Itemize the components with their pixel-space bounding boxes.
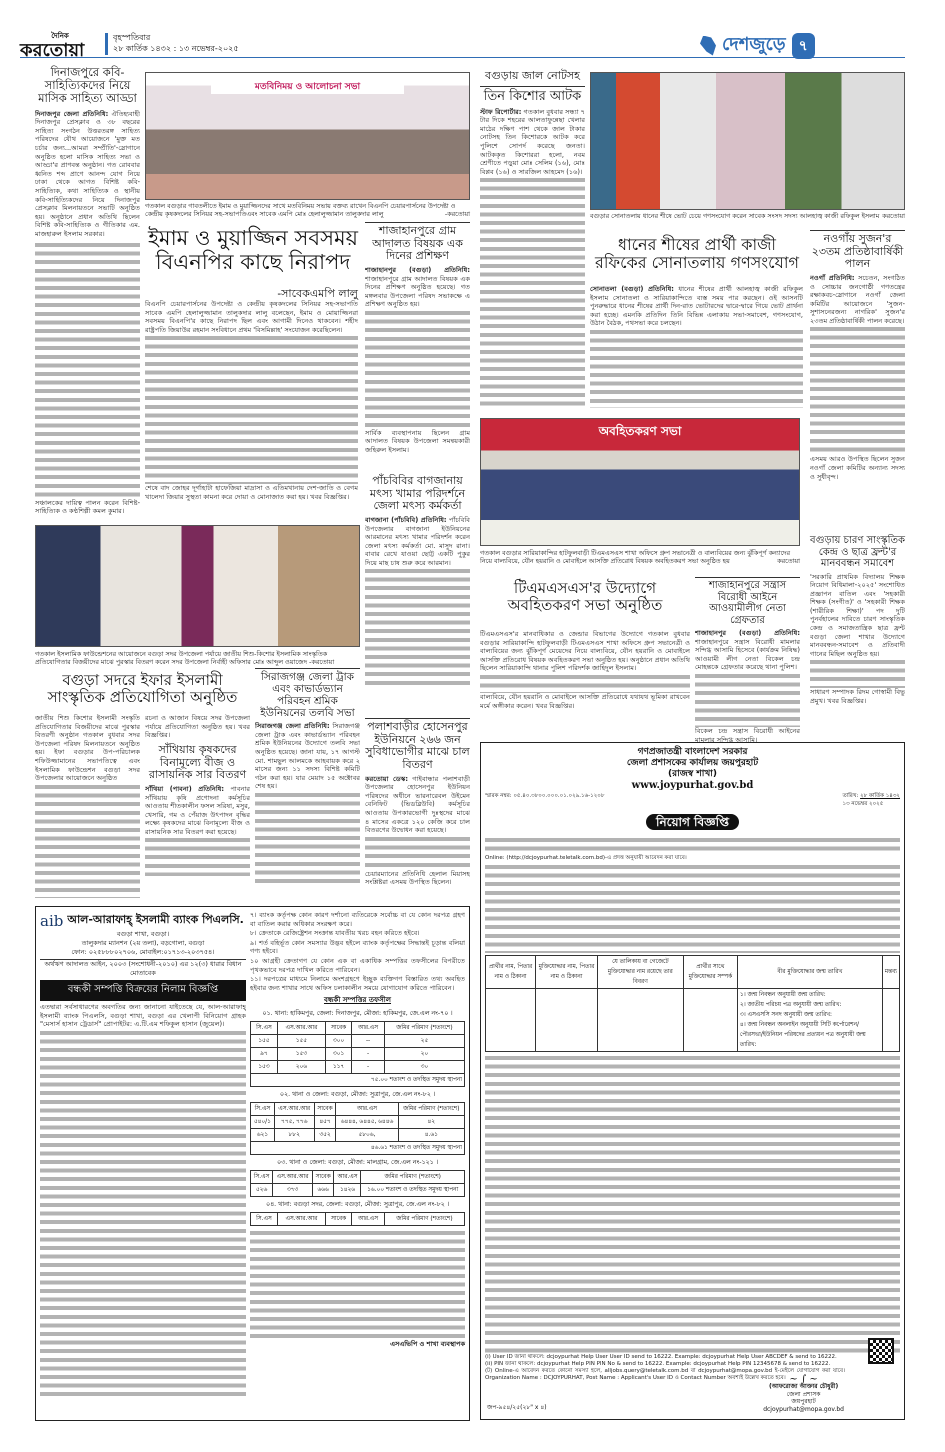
caption-text: গতকাল ইসলামিক ফাউন্ডেশনের আয়োজনে বগুড়া সদর উপজেলা পর্যায়ে জাতীয় শিশু-কিশোর ইসলামিক সাংস্কৃতিক প্রতিযোগিতার বিজয়ীদের মাঝে পুরস্কার বিতরণ করেন সদর উপজেলা নির্বাহী অফিসার মোঃ আব্দুল ওয়াজেদ — [35, 650, 328, 666]
table-cell: ৫৪০/১ — [251, 1116, 275, 1129]
photo-caption — [35, 650, 360, 666]
schedule-table — [250, 1021, 465, 1087]
table-row — [251, 1116, 465, 1129]
table-row — [251, 1061, 465, 1074]
govt-job-ad — [480, 742, 905, 1420]
memo-number: স্মারক নম্বর: ০৫.৪০.৩৮০০.০০০.০১.০২৯.১৬-১২০৮ — [485, 793, 605, 799]
govt-line1: গণপ্রজাতন্ত্রী বাংলাদেশ সরকার — [637, 747, 748, 757]
credit: -করতোয়া — [309, 658, 335, 666]
table-cell: - — [352, 1061, 385, 1074]
sms-line: (i) User ID জানা থাকলে: dcjoypurhat Help User User ID send to 16222. Example: dcjoypurhat Help User ABCDEF & send to 16222. — [485, 1353, 837, 1360]
dateline: সাঁথিয়া (পাবনা) প্রতিনিধি: — [145, 784, 225, 793]
table-row — [251, 1035, 465, 1048]
story-end: সাধারণ সম্পাদক রিদম গোস্বামী বিভু প্রমুখ। খবর বিজ্ঞপ্তির। — [810, 688, 905, 706]
signer-email: dcjoypurhat@mopa.gov.bd — [763, 1405, 844, 1413]
caption-text: গতকাল বগুড়ার গাবতলীতে ইমাম ও মুয়াজ্জিনদের সাথে মতবিনিময় সভায় বক্তব্য রাখেন বিএনপি চেয়ারপার্সনের উপদেষ্টা ও কেন্দ্রীয় কৃষকদলের সিনিয়র সহ-সভাপতিএবং সাবেক এমপি মোঃ হেলালুজ্জামান তালুকদার লালু — [145, 202, 456, 218]
bank-ad-left — [40, 911, 246, 1399]
photo-caption — [480, 549, 800, 565]
story-gram-adalat — [365, 222, 470, 472]
table-row — [251, 1129, 465, 1142]
text-lines — [250, 1229, 465, 1339]
column-header: এস.আর.আর — [277, 1022, 325, 1035]
bank-auction-ad — [35, 906, 470, 1421]
lead: 'সরকারি প্রাথমিক বিদ্যালয় শিক্ষক নিয়োগ বিধিমালা-২০২৫' সংশোধিত প্রজ্ঞাপন বাতিল এবং 'সহকারী শিক্ষক (সংগীত)' ও 'সহকারী শিক্ষক (শারীরিক শিক্ষা)' পদ দুটি পুনর্বহালের দাবিতে চারণ সাংস্কৃতিক কেন্দ্র ও সমাজতান্ত্রিক ছাত্র ফ্রন্ট বগুড়া জেলা শাখার উদ্যোগে মানববন্ধন-সমাবেশ ও প্রতিবাদী গানের মিছিল অনুষ্ঠিত হয়। — [810, 572, 905, 658]
table-cell: ৪৫৭ — [314, 1116, 336, 1129]
table-row — [251, 1048, 465, 1061]
text-lines — [365, 567, 470, 687]
table-cell: ১৫৫ — [277, 1035, 325, 1048]
headline-imam: ইমাম ও মুয়াজ্জিন সবসময় বিএনপির কাছে নিরাপদ — [148, 226, 358, 275]
lead: গাইবান্ধার পলাশবাড়ী উপজেলার হোসেনপুর ইউনিয়ন পরিষদের অধীনে ভারনারেবল উইমেন বেনিফিট (ভিডব্লিউবি) কর্মসূচির আওতায় উপকারভোগী দুঃস্থদের মাঝে ৪ মাসের একত্রে ১২০ কেজি করে চাল বিতরণের উদ্বোধন করা হয়েছে। — [365, 774, 470, 835]
branch: বগুড়া শাখা, বগুড়া। — [116, 930, 170, 938]
dateline: নওগাঁ প্রতিনিধি: — [810, 273, 855, 282]
table-cell: ৩০১ — [325, 1048, 351, 1061]
signer-name: (আফরোজা আক্তার চৌধুরী) — [768, 1383, 839, 1390]
headline: সাঁথিয়ায় কৃষকদের বিনামূল্যে বীজ ও রাসায়নিক সার বিতরণ — [148, 743, 247, 782]
header-rule — [20, 57, 905, 58]
story-sujan — [810, 230, 905, 530]
table-cell: ৮৮২ — [274, 1129, 314, 1142]
dateline: স্টাফ রিপোর্টার: — [480, 107, 522, 116]
photo-imam-meeting — [145, 72, 470, 200]
dateline: শাজাহানপুর (বগুড়া) প্রতিনিধি: — [365, 265, 470, 274]
story-end: বাল্যবিয়ে, যৌন হয়রানি ও মোবাইলে আসক্তি প্রতিরোধে যথাযথ ভূমিকা রাখবেন মর্মে অঙ্গীকার করেন। খবর বিজ্ঞপ্তির। — [480, 692, 690, 710]
table-cell: ৩৫২ — [314, 1129, 336, 1142]
column-header: সাবেক — [325, 1022, 351, 1035]
byline: -সাবেকএমপি লালু — [277, 287, 358, 300]
story-matsya — [365, 475, 470, 715]
lead: সিরাজগঞ্জ জেলা ট্রাক এবং কাভার্ডভ্যান পরিবহন শ্রমিক ইউনিয়নের উদ্যোগে তলবি সভা অনুষ্ঠিত হয়েছে। জানা যায়, ১৭ আগস্ট মো. শামছুল আলমকে আহবায়ক করে ২ মাসের জন্য ১১ সদস্য বিশিষ্ট কমিটি গঠন করা হয়। যার মেয়াদ ১৫ অক্টোবর শেষ হয়। — [255, 722, 360, 791]
table-cell: ১৫৩ — [277, 1048, 325, 1061]
story-end: রচনা ও আজান বিষয়ে সদর উপজেলা পর্যায়ে প্রতিযোগিতা অনুষ্ঠিত হয়। খবর বিজ্ঞপ্তির। — [145, 714, 250, 740]
table-cell: ৩০ — [384, 1061, 464, 1074]
schedule-heading: ০২. থানা ও জেলা: বগুড়া, মৌজা: সুত্রাপুর, জে.এল নং-৮২ । — [279, 1091, 436, 1099]
schedule-table — [250, 1170, 465, 1197]
story-end: এসময় আরও উপস্থিত ছিলেন সুজন নওগাঁ জেলা কমিটির অন্যান্য সদস্য ও সুধীবৃন্দ। — [810, 455, 905, 481]
headline: শাজাহানপুরে সন্ত্রাস বিরোধী আইনে আওয়ামীলীগ নেতা গ্রেফতার — [708, 580, 787, 626]
story-body — [590, 285, 803, 328]
story-body — [810, 274, 905, 326]
column-header: সি.এস — [251, 1213, 278, 1226]
term-item: ১০ আগ্রহী ক্রেতাগণ যে কোন এক বা একাধিক সম্পত্তির তফসীলের বিপরীতে পৃথকভাবে দরপত্র দাখিল করিতে পারিবেন। — [250, 956, 465, 974]
govt-website: www.joypurhat.gov.bd — [631, 780, 754, 791]
table-cell: ৬৪৪৪, ৬৪৪৫, ৬৪৪৬ — [336, 1116, 398, 1129]
headline: নওগাঁয় সুজন'র ২৩তম প্রতিষ্ঠাবার্ষিকী পালন — [811, 232, 904, 271]
signoff: এসএভিপি ও শাখা ব্যবস্থাপক — [390, 1340, 465, 1349]
dateline: দিনাজপুর জেলা প্রতিনিধি: — [35, 109, 109, 118]
credit: করতোয়া — [777, 557, 800, 565]
dob-line: ১। জন্ম নিবন্ধন অনুযায়ী জন্ম তারিখ: — [739, 991, 826, 998]
dob-line: ৪। জন্ম নিবন্ধন অনলাইন অনুযায়ী সিটি কর্পোরেশন/পৌরসভা/ইউনিয়ন পরিষদের প্রত্যয়ন পত্র অনুযায়ী জন্ম তারিখ: — [739, 1021, 866, 1048]
text-lines — [480, 176, 585, 406]
text-lines — [480, 673, 690, 693]
text-lines — [365, 835, 470, 870]
headline: পাঁচবিবির বাগজানায় মৎস্য খামার পরিদর্শনে জেলা মৎস্য কর্মকর্তা — [369, 474, 466, 513]
story-kazi-body — [590, 285, 803, 408]
table-cell: ৪২ — [398, 1116, 464, 1129]
table-cell: ৩৭৩ — [273, 1184, 313, 1197]
story-end: সঞ্চালকের দায়িত্ব পালন করেন বিশিষ্ট-সাহিত্যিক ও কণ্ঠশিল্পী কমল কুমার। — [35, 498, 140, 516]
lead: টিএমএসএস'র মানবাধিকার ও জেন্ডার বিভাগের উদ্যোগে গতকাল বুধবার বগুড়ার সারিয়াকান্দি হাটফুলবাড়ী টিএমএসএস শাখা অফিসে গ্রুপ সভানেত্রী ও বাল্যবিয়ের জন্য ঝুঁকিপূর্ণ মেয়েদের নিয়ে বাল্যবিয়ে, যৌন হয়রানি ও মোবাইলে আসক্তি প্রতিরোধ বিষয়ক অবহিতকরণ সভা অনুষ্ঠিত হয়। অনুষ্ঠানে প্রধান অতিথি ছিলেন সারিয়াকান্দি থানার পুলিশ পরিদর্শক জাহিদুল ইসলাম। — [480, 630, 690, 673]
text-lines — [145, 334, 358, 484]
page-number: ৭ — [792, 33, 815, 59]
sms-line: (ii) PIN জানা থাকলে: dcjoypurhat Help PIN PIN No & send to 16222. Example: dcjoypurhat Help PIN 12345678 & send to 16222. — [485, 1360, 831, 1367]
story-charan — [810, 535, 905, 740]
term-item: ৭। ব্যাংক কর্তৃপক্ষ কোন কারণ দর্শানো ব্যতিরেকে সর্বোচ্চ বা যে কোন দরপত্র গ্রহণ বা বাতিল করার অধিকার সংরক্ষণ করে। — [250, 911, 465, 928]
column-header: আর.এস — [352, 1213, 385, 1226]
photo-caption — [590, 212, 905, 220]
date-bn: ২৮ কার্তিক ১৪৩২ — [860, 793, 900, 799]
caption-text: গতকাল বগুড়ার সারিয়াকান্দির হাটফুলবাড়ী টিএমএসএস শাখা অফিসে গ্রুপ সভানেত্রী ও বাল্যবিয়ের জন্য ঝুঁকিপূর্ণ কন্যাদের নিয়ে বাল্যবিয়ে, যৌন হয়রানি ও মোবাইলে আসক্তি প্রতিরোধ বিষয়ক অবহিতকরণ সভা অনুষ্ঠিত হয় — [480, 549, 791, 565]
story-palashbari — [365, 718, 470, 904]
story-body — [480, 108, 585, 177]
story-santhia — [145, 744, 250, 904]
lead: সচেতন, সংগঠিত ও সোচ্চার জনগোষ্ঠী গণতন্ত্রের রক্ষাকবচ-স্লোগানে নওগাঁ জেলা কমিটির আয়োজনে 'সুজন-সুশাসনেরজন্য নাগরিক' সুজন'র ২৩তম প্রতিষ্ঠাবার্ষিকী পালন করেছে। — [810, 273, 905, 325]
ad-code: জপ-৯৫৪/২৫(২৮" x ৪) — [487, 1404, 547, 1411]
photo-tmss — [480, 418, 800, 546]
lead: শাজাহানপুরে গ্রাম আদালত বিষয়ক এক দিনের প্রশিক্ষণ অনুষ্ঠিত হয়েছে। গত মঙ্গলবার উপজেলা পরিষদ সভাকক্ষে এ প্রশিক্ষণ অনুষ্ঠিত হয়। — [365, 274, 470, 309]
table-cell: ১১৭ — [325, 1061, 351, 1074]
auction-title: বন্ধকী সম্পত্তি বিক্রয়ের নিলাম বিজ্ঞপ্তি — [40, 980, 246, 1001]
column-header: বীর মুক্তিযোদ্ধার জন্ম তারিখ — [737, 955, 882, 988]
table-cell: ৫৮০৬, — [336, 1129, 398, 1142]
column-header: জমির পরিমাণ (শতাংশে) — [398, 1103, 464, 1116]
headline-kazi: ধানের শীষের প্রার্থী কাজী রফিকের সোনাতলায় গণসংযোগ — [595, 235, 799, 273]
column-header: প্রার্থীর নাম, পিতার নাম ও ঠিকানা — [486, 955, 536, 988]
column-header: এস.আর.আর — [274, 1103, 314, 1116]
text-lines — [695, 672, 800, 727]
story-ifa-col2 — [145, 714, 250, 740]
lead: পাবনার সাঁথিয়ায় কৃষি প্রণোদনা কর্মসূচির আওতায় শীতকালীন ফসল সরিষা, মসুর, খেসারি, গম ও পেঁয়াজ উৎপাদন বৃদ্ধির লক্ষ্যে কৃষকদের মাঝে বিনামূল্যে বীজ ও রাসায়নিক সার বিতরণ করা হয়েছে। — [145, 784, 250, 836]
story-ifa-col1 — [35, 714, 140, 898]
bangladesh-map-icon — [700, 36, 716, 56]
column-header: এস.আর.আর — [277, 1213, 325, 1226]
table-cell: ১৬.০০ শতাংশ ও তদস্থিত সমুদয় স্থাপনা — [361, 1184, 465, 1197]
qr-code-icon — [868, 1338, 894, 1364]
photo-banner: মতবিনিময় ও আলোচনা সভা — [211, 79, 405, 94]
story-fake-notes — [480, 70, 585, 465]
table-row — [251, 1184, 465, 1197]
story-dinajpur — [35, 65, 140, 516]
lead: ধানের শীষের প্রার্থী আলহাজ্ব কাজী রফিকুল ইসলাম সোনাতলা ও সারিয়াকান্দিতে ব্যস্ত সময় পার করছেন। ওই আসনটি পুনরুদ্ধারে ধানের শীষের প্রার্থী দিন-রাত ভোটারদের দ্বারে-দ্বারে গিয়ে ভোট প্রার্থনা করা হচ্ছে। এমনকি প্রতিদিন তিনি বিভিন্ন এলাকায় সভা-সমাবেশ, গণসংযোগ, উঠান বৈঠক, পথসভা করে চলছেন। — [590, 285, 803, 328]
text-lines — [485, 863, 900, 953]
table-cell: ৬৬৬ — [312, 1184, 334, 1197]
masthead — [20, 30, 100, 60]
schedule-table — [250, 1212, 465, 1226]
table-cell: ৯৭ — [251, 1048, 278, 1061]
headline: সিরাজগঞ্জ জেলা ট্রাক এবং কাভার্ডভ্যান পরিবহন শ্রমিক ইউনিয়নের তলবি সভা — [260, 671, 355, 720]
text-lines — [365, 309, 470, 429]
story-end: বিকেল চন্দ্র সন্ত্রাস বিরোধী আইনের মামলার সন্দিগ্ধ আসামি। — [695, 726, 800, 744]
story-end: শেষে বাদ জোহর দূর্গাহাটা হাফেজিয়া মাদ্রাসা ও এতিমখানায় দেশ-জাতি ও বেগম খালেদা জিয়ার সুস্থতা কামনা করে দোয়া ও মোনাজাত করা হয়। খবর বিজ্ঞপ্তির। — [145, 484, 358, 501]
column-header: আর.এস — [352, 1022, 385, 1035]
column-header: সাবেক — [314, 1103, 336, 1116]
headline-ifa: বগুড়া সদরে ইফার ইসলামী সাংস্কৃতিক প্রতিযোগিতা অনুষ্ঠিত — [47, 671, 238, 707]
table-cell: ২০ — [384, 1048, 464, 1061]
text-lines — [810, 325, 905, 455]
column-header: সাবেক — [312, 1171, 334, 1184]
column-header: মন্তব্য — [882, 955, 899, 988]
photo-caption — [145, 202, 470, 218]
caption-text: বগুড়ার সোনাতলায় ধানের শীষে ভোট চেয়ে গণসংযোগ করেন সাবেক সংসদ সদস্য আলহাজ্ব কাজী রফিকুল ইসলাম — [590, 212, 880, 220]
govt-line2: জেলা প্রশাসকের কার্যালয় জয়পুরহাট — [626, 758, 759, 768]
column-header: জমির পরিমাণ (শতাংশে) — [384, 1022, 464, 1035]
text-lines — [485, 836, 900, 854]
lead: জাতীয় শিশু কিশোর ইসলামী সংস্কৃতি প্রতিযোগিতার বিজয়ীদের মাঝে পুরস্কার বিতরণী অনুষ্ঠান গতকাল বুধবার সদর উপজেলা পরিষদ মিলনায়তনে অনুষ্ঠিত হয়। ইফা বগুড়ার উপ-পরিচালক শফিউজ্জামানের সভাপতিত্বে এবং ইসলামিক ফাউন্ডেশন বগুড়া সদর উপজেলার আয়োজনে অনুষ্ঠিত — [35, 714, 140, 783]
headline-tmss: টিএমএসএস'র উদ্যোগে অবহিতকরণ সভা অনুষ্ঠিত — [507, 579, 663, 615]
online-note: Online: (http://dcjoypurhat.teletalk.com.bd)-এ প্রদত্ত অনুযায়ী আবেদন করা যাবে। — [485, 855, 687, 861]
law-ref: অর্থঋণ আদালত আইন, ২০০৩ (সংশোধনী-২০১০) এর ১২(৩) ধারার বিধান মোতাবেক — [40, 959, 246, 978]
dateline: বাগজানা (পাঁচবিবি) প্রতিনিধি: — [365, 515, 447, 524]
column-header: জমির পরিমাণ (শতাংশে) — [361, 1171, 465, 1184]
bank-logo: aib — [40, 911, 64, 930]
schedule-heading: ০৪. থানা: বগুড়া সদর, জেলা: বগুড়া, মৌজা: সুত্রাপুর, জে.এল নং-৮২ । — [265, 1201, 450, 1209]
bank-header — [40, 911, 246, 930]
masthead-small: দৈনিক — [51, 32, 69, 40]
schedule-title: বন্ধকী সম্পত্তির তফসীল — [323, 996, 392, 1005]
auction-lead: এতদ্বারা সর্বসাধারণের অবগতির জন্য জানানো যাইতেছে যে, আল-আরাফাহ্ ইসলামী ব্যাংক পিএলসি, বগুড়া শাখা, বগুড়া এর খেলাপী বিনিয়োগ গ্রাহক "মেসার্স হাসান ট্রেডার্স" প্রোপাইটর: এ.টি.এম শফিকুল হাসান (জুয়েল)। — [40, 1003, 246, 1029]
phone: ফোন: ০২৫৮৮৮০২৭০৬, মোবাইল:০১৭১৩-২০৩৭৫৪। — [71, 948, 215, 956]
table-cell: -- — [352, 1035, 385, 1048]
date-en: ১৩ নভেম্বর ২০২৫ — [842, 801, 884, 807]
headline: বগুড়ায় চারণ সাংস্কৃতিক কেন্দ্র ও ছাত্র ফ্রন্ট'র মানববন্ধন সমাবেশ — [810, 535, 905, 569]
job-ad-title: নিয়োগ বিজ্ঞপ্তি — [646, 814, 739, 830]
signer-place: জয়পুরহাট — [791, 1398, 816, 1405]
text-lines — [35, 783, 140, 898]
text-lines — [35, 241, 140, 499]
term-item: ৯। শর্ত বহির্ভূত কোন সমস্যার উদ্ভব হইলে ব্যাংক কর্তৃপক্ষের সিদ্ধান্তই চূড়ান্ত বলিয়া গণ্য হইবে। — [250, 938, 465, 956]
photo-banner: অবহিতকরণ সভা — [598, 424, 682, 438]
lead: শাজাহানপুরে সন্ত্রাস বিরোধী মামলার সন্দিগ্ধ আসামি হিসেবে (কার্যক্রম নিষিদ্ধ) আওয়ামী লীগ নেতা বিকেল চন্দ্র মোহন্তকে গ্রেফতার করেছে থানা পুলিশ। — [695, 637, 800, 672]
headline: তিন কিশোর আটক — [483, 88, 582, 104]
section-name: দেশজুড়ে — [722, 34, 786, 55]
schedules — [250, 1008, 465, 1226]
sms-line: (ট) Online-এ আবেদন করতে কোনো সমস্যা হলে, alljobs.query@teletalk.com.bd বা dcjoypurhat@mopa.gov.bd ই-মেইলে যোগাযোগ করা যাবে। Organization Name : DCJOYPURHAT, Post Name : Applicant's User ID ও Contact Number অবশ্যই উল্লেখ করতে হবে। — [485, 1367, 845, 1381]
table-cell: ২৫ — [384, 1035, 464, 1048]
table-cell: - — [352, 1048, 385, 1061]
table-cell: ১৫৩ — [251, 1061, 278, 1074]
address: তালুকদার ম্যানশন (২য় তলা), বড়গোলা, বগুড়া — [81, 939, 205, 947]
column-header: মুক্তিযোদ্ধার নাম, পিতার নাম ও ঠিকানা — [536, 955, 598, 988]
dob-line: ৩। এসএসসি সনদ অনুযায়ী জন্ম তারিখ: — [739, 1011, 833, 1018]
ad-date — [843, 793, 900, 809]
headline: দিনাজপুরে কবি-সাহিত্যিকদের নিয়ে মাসিক সাহিত্য আড্ডা — [38, 65, 137, 106]
table-cell: ১৫৫ — [251, 1035, 278, 1048]
table-cell: ২০৬ — [277, 1061, 325, 1074]
story-end: সার্বিক ব্যবস্থাপনায় ছিলেন গ্রাম আদালত বিষয়ক উপজেলা সমন্বয়কারী জহিরুল ইসলাম। — [365, 428, 470, 455]
column-header: এস.আর.আর — [273, 1171, 313, 1184]
story-arrest — [695, 577, 800, 742]
date: ২৮ কার্তিক ১৪৩২ : ১৩ নভেম্বর-২০২৫ — [113, 44, 239, 53]
column-header: জমির পরিমাণ (শতাংশে) — [384, 1213, 464, 1226]
term-item: ১১। দরপত্রের মাধ্যমে নিলামে অংশগ্রহণে ইচ্ছুক ব্যক্তিগণ বিস্তারিত তথ্য অবহিত হইবার জন্য শাখার সাথে অফিস চলাকালীন সময়ে যোগাযোগ করিতে পারিবেন। — [250, 975, 465, 992]
column-header: আর.এস — [336, 1103, 398, 1116]
lead: ঐতিহ্যবাহী দিনাজপুর প্রেসক্লাব ও ৩৮ বছরের সাহিত্য সংগঠন উত্তরতরঙ্গ সাহিত্য পরিষদের যৌথ আয়োজনে 'মুক্ত মত চর্চার জন্য...আমরা সম্প্রীতি'-স্লোগানে অনুষ্ঠিত হলো মাসিক সাহিত্য সভা ও আড্ডা'র প্রাণবন্ত অনুষ্ঠান। গত রোববার ধ্বনিত শব্দ প্রাণে আনন্দ যোগ নিয়ে ঢাকা থেকে আগত বিশিষ্ট কবি-সাহিত্যিক, কথা সাহিত্যিক ও স্থানীয় কবি-সাহিত্যিকদের নিয়ে দিনাজপুর প্রেসক্লাব মিলনায়তনে সভাটি অনুষ্ঠিত হয়। অনুষ্ঠানে প্রধান অতিথি ছিলেন বিশিষ্ট কবি-সাহিত্যিক ও গীতিকার এম. মাজহারুল ইসলাম সরকার। — [35, 109, 140, 238]
text-lines — [255, 791, 360, 886]
credit: -করতোয়া — [444, 210, 470, 218]
signature-icon: ~ ∫ ~ — [789, 1373, 818, 1385]
text-lines — [810, 658, 905, 688]
divider — [105, 33, 108, 55]
credit: করতোয়া — [882, 212, 905, 220]
term-item: ৮। ক্রেতাকে রেজিষ্ট্রেশন সংক্রান্ত যাবতীয় খরচ বহন করিতে হইবে। — [250, 929, 420, 938]
dateline: সিরাজগঞ্জ জেলা প্রতিনিধি: — [255, 722, 330, 731]
issue-date — [113, 32, 239, 54]
text-lines — [145, 836, 250, 876]
headline: শাজাহানপুরে গ্রাম আদালত বিষয়ক এক দিনের প্রশিক্ষণ — [372, 224, 463, 263]
lead: গতকাল বুধবার সন্ধ্যা ৭ টার দিকে শহরের আলতাফুন্নেছা খেলার মাঠের দক্ষিণ পাশ থেকে জাল টাকার নোটসহ তিন কিশোরকে আটক করে পুলিশে সোপর্দ করেছে জনতা। আটককৃত কিশোররা হলো, নবম শ্রেণীতে পড়ুয়া মোঃ সেলিম (১৬), মোঃ বিপ্লব (১৬) ও সারজিল আহমেদ (১৬)। — [480, 107, 585, 176]
story-body — [365, 516, 470, 568]
story-imam-body — [145, 300, 358, 502]
column-header: সি.এস — [251, 1103, 275, 1116]
bank-name: আল-আরাফাহ্ ইসলামী ব্যাংক পিএলসি. — [67, 913, 244, 926]
column-header: আর.এস — [334, 1171, 361, 1184]
dateline: করতোয়া ডেস্ক: — [365, 774, 408, 783]
column-header: সি.এস — [251, 1022, 278, 1035]
headline-kicker: বগুড়ায় জাল নোটসহ — [480, 70, 585, 87]
date-label: তারিখ: — [842, 793, 859, 799]
day: বৃহস্পতিবার — [113, 33, 151, 42]
signer-title: জেলা প্রশাসক — [786, 1390, 821, 1398]
story-body — [145, 785, 250, 837]
photo-kazi-rafiq — [590, 72, 905, 210]
column-header: সি.এস — [251, 1171, 273, 1184]
story-body — [255, 722, 360, 791]
story-body — [35, 110, 140, 239]
column-header: প্রার্থীর সাথে মুক্তিযোদ্ধার সম্পর্ক — [683, 955, 737, 988]
table-cell: ৩০০ — [325, 1035, 351, 1048]
table-cell: ৫২৬ — [251, 1184, 273, 1197]
table-cell: ১৪২৬ — [334, 1184, 361, 1197]
dob-line: ২। জাতীয় পরিচয় পত্র অনুযায়ী জন্ম তারিখ: — [739, 1001, 842, 1008]
table-cell: ৭৭৫, ৭৭৬ — [274, 1116, 314, 1129]
govt-line3: (রাজস্ব শাখা) — [668, 769, 717, 779]
lead: পাঁচবিবি উপজেলার বাগজানা ইউনিয়নের আরমানের মৎস্য খামার পরিদর্শন করেন জেলা মৎস্য কর্মকর্তা মো. মাসুদ রানা। বাবার রেখে যাওয়া ছোট্ট একটি পুকুর দিয়ে মাছ চাষ শুরু করে আরমান। — [365, 515, 470, 567]
photo-ifa-prize — [35, 525, 360, 647]
story-body — [695, 629, 800, 672]
schedule-total: ৪৬.৬১ শতাংশ ও তদস্থিত সমুদয় স্থাপনা — [251, 1142, 465, 1155]
schedule-heading: ০১. থানা: হাকিমপুর, জেলা: দিনাজপুর, মৌজা: হাকিমপুর, জে.এল নং-৭০ । — [262, 1010, 453, 1018]
freedom-fighter-table — [485, 955, 900, 1052]
table-cell: ৬২১ — [251, 1129, 275, 1142]
column-header: সাবেক — [325, 1213, 351, 1226]
column-header: যে তালিকায় বা গেজেটে মুক্তিযোদ্ধার নাম রয়েছে তার বিবরণ — [597, 955, 683, 988]
story-body — [365, 266, 470, 309]
story-body — [365, 775, 470, 835]
signature-block — [763, 1373, 844, 1414]
bank-ad-right — [250, 911, 465, 1350]
table-cell: ৪.৬১ — [398, 1129, 464, 1142]
dateline: সোনাতলা (বগুড়া) প্রতিনিধি: — [590, 285, 674, 293]
terms-list — [250, 911, 465, 992]
schedule-total: ৭৫.০০ শতাংশ ও তদস্থিত সমুদয় স্থাপনা — [251, 1074, 465, 1087]
text-lines — [485, 1054, 900, 1354]
masthead-title: করতোয়া — [20, 40, 85, 61]
text-lines — [590, 328, 803, 408]
schedule-table — [250, 1102, 465, 1155]
dateline: শাজাহানপুর (বগুড়া) প্রতিনিধি: — [695, 629, 800, 637]
headline: পলাশবাড়ীর হোসেনপুর ইউনিয়নে ২৬৬ জন সুবিধাভোগীর মাঝে চাল বিতরণ — [365, 720, 470, 771]
lead: বিএনপি চেয়ারপার্সনের উপদেষ্টা ও কেন্দ্রীয় কৃষকদলের সিনিয়র সহ-সভাপতি সাবেক এমপি হেলালুজ্জামান তালুকদার লালু বলেছেন, ইমাম ও মোয়াজ্জিনরা সবসময় বিএনপি'র কাছে নিরাপদ ছিল এবং আগামী দিনেও থাকবেন। শহীদ রাষ্ট্রপতি জিয়াউর রহমান সংবিধানে প্রথম 'বিসমিল্লাহ' সংযোজন করেছিলেন। — [145, 300, 358, 334]
text-lines — [40, 1029, 246, 1399]
story-end: চেয়ারম্যানের প্রতিনিধি হেলাল মিয়াসহ সংশ্লিষ্টরা এসময় উপস্থিত ছিলেন। — [365, 869, 470, 887]
schedule-heading: ০৩. থানা ও জেলা: বগুড়া, মৌজা: মালগ্রাম, জে.এল নং-১২১ । — [277, 1159, 438, 1167]
story-sirajganj — [255, 668, 360, 904]
story-tmss-body — [480, 630, 690, 710]
